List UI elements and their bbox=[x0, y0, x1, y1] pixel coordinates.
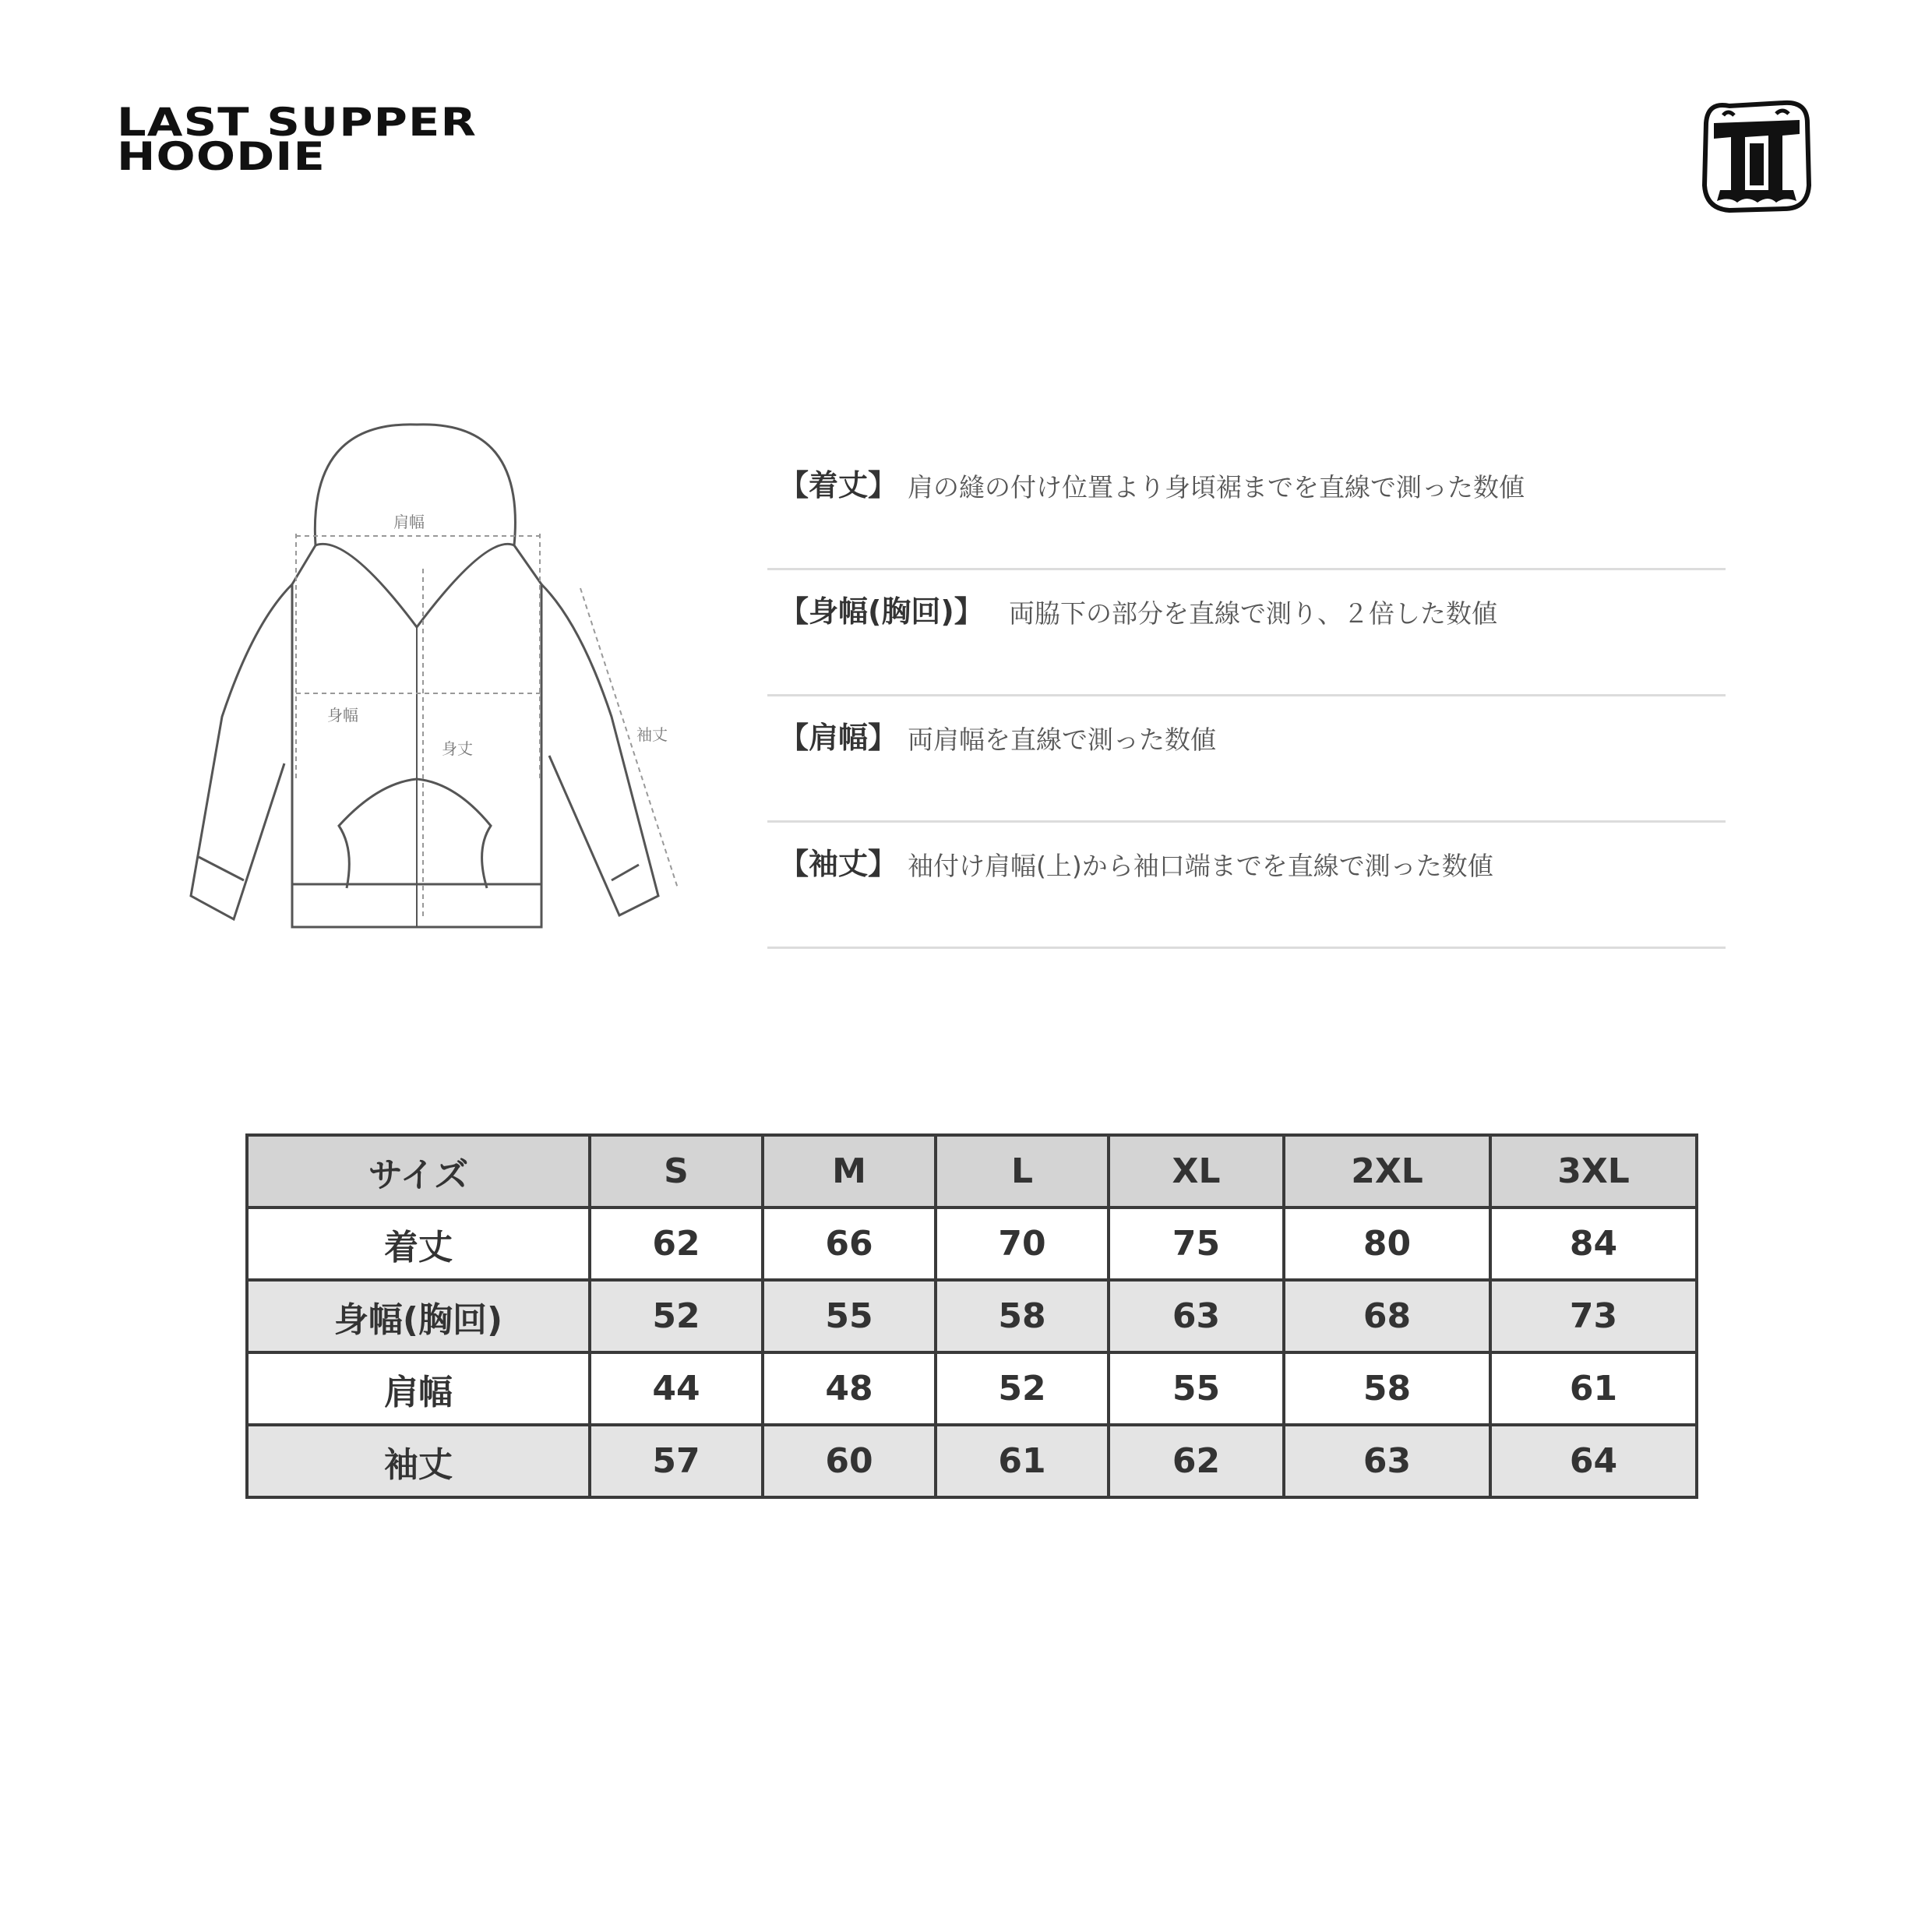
row-label: 肩幅 bbox=[247, 1352, 590, 1425]
table-cell: 48 bbox=[763, 1352, 936, 1425]
diagram-label-body-width: 身幅 bbox=[327, 706, 358, 724]
table-cell: 62 bbox=[1109, 1425, 1284, 1497]
table-cell: 62 bbox=[590, 1208, 763, 1280]
table-cell: 58 bbox=[936, 1280, 1109, 1352]
table-cell: 57 bbox=[590, 1425, 763, 1497]
table-row bbox=[247, 1208, 1697, 1280]
table-cell: 61 bbox=[936, 1425, 1109, 1497]
header-cell: XL bbox=[1109, 1135, 1284, 1208]
table-cell: 73 bbox=[1490, 1280, 1697, 1352]
brand-logo-icon bbox=[1690, 92, 1823, 224]
definition-term: 【着丈】 bbox=[779, 468, 898, 502]
table-cell: 44 bbox=[590, 1352, 763, 1425]
title-line-2: HOODIE bbox=[117, 134, 326, 179]
table-cell: 68 bbox=[1284, 1280, 1490, 1352]
table-row bbox=[247, 1352, 1697, 1425]
diagram-label-shoulder: 肩幅 bbox=[393, 513, 425, 531]
table-cell: 55 bbox=[1109, 1352, 1284, 1425]
definition-desc: 両肩幅を直線で測った数値 bbox=[908, 724, 1216, 755]
table-cell: 66 bbox=[763, 1208, 936, 1280]
diagram-label-length: 身丈 bbox=[442, 739, 473, 758]
diagram-label-sleeve: 袖丈 bbox=[636, 725, 668, 744]
header-cell: 3XL bbox=[1490, 1135, 1697, 1208]
header-cell: S bbox=[590, 1135, 763, 1208]
definition-term: 【身幅(胸回)】 bbox=[779, 594, 984, 629]
header-cell: M bbox=[763, 1135, 936, 1208]
header-cell: サイズ bbox=[247, 1135, 590, 1208]
definition-term: 【肩幅】 bbox=[779, 721, 898, 755]
measurement-definitions bbox=[767, 444, 1726, 949]
definition-row bbox=[767, 823, 1726, 949]
table-row bbox=[247, 1280, 1697, 1352]
table-cell: 52 bbox=[936, 1352, 1109, 1425]
table-cell: 80 bbox=[1284, 1208, 1490, 1280]
title-line-1: LAST SUPPER bbox=[117, 100, 478, 145]
table-cell: 63 bbox=[1109, 1280, 1284, 1352]
row-label: 身幅(胸回) bbox=[247, 1280, 590, 1352]
definition-row bbox=[767, 444, 1726, 570]
table-cell: 55 bbox=[763, 1280, 936, 1352]
definition-row bbox=[767, 696, 1726, 823]
definition-desc: 袖付け肩幅(上)から袖口端までを直線で測った数値 bbox=[908, 851, 1493, 881]
row-label: 袖丈 bbox=[247, 1425, 590, 1497]
definition-term: 【袖丈】 bbox=[779, 847, 898, 881]
definition-row bbox=[767, 570, 1726, 696]
row-label: 着丈 bbox=[247, 1208, 590, 1280]
table-cell: 70 bbox=[936, 1208, 1109, 1280]
table-cell: 63 bbox=[1284, 1425, 1490, 1497]
definition-desc: 両脇下の部分を直線で測り、２倍した数値 bbox=[1009, 598, 1497, 629]
table-cell: 75 bbox=[1109, 1208, 1284, 1280]
table-cell: 58 bbox=[1284, 1352, 1490, 1425]
product-title bbox=[117, 100, 478, 179]
table-cell: 84 bbox=[1490, 1208, 1697, 1280]
size-chart-table bbox=[245, 1133, 1698, 1499]
hoodie-diagram bbox=[160, 390, 721, 966]
header-cell: L bbox=[936, 1135, 1109, 1208]
table-cell: 60 bbox=[763, 1425, 936, 1497]
definition-desc: 肩の縫の付け位置より身頃裾までを直線で測った数値 bbox=[908, 472, 1525, 502]
table-cell: 52 bbox=[590, 1280, 763, 1352]
table-cell: 64 bbox=[1490, 1425, 1697, 1497]
table-header-row bbox=[247, 1135, 1697, 1208]
table-cell: 61 bbox=[1490, 1352, 1697, 1425]
header-cell: 2XL bbox=[1284, 1135, 1490, 1208]
table-row bbox=[247, 1425, 1697, 1497]
